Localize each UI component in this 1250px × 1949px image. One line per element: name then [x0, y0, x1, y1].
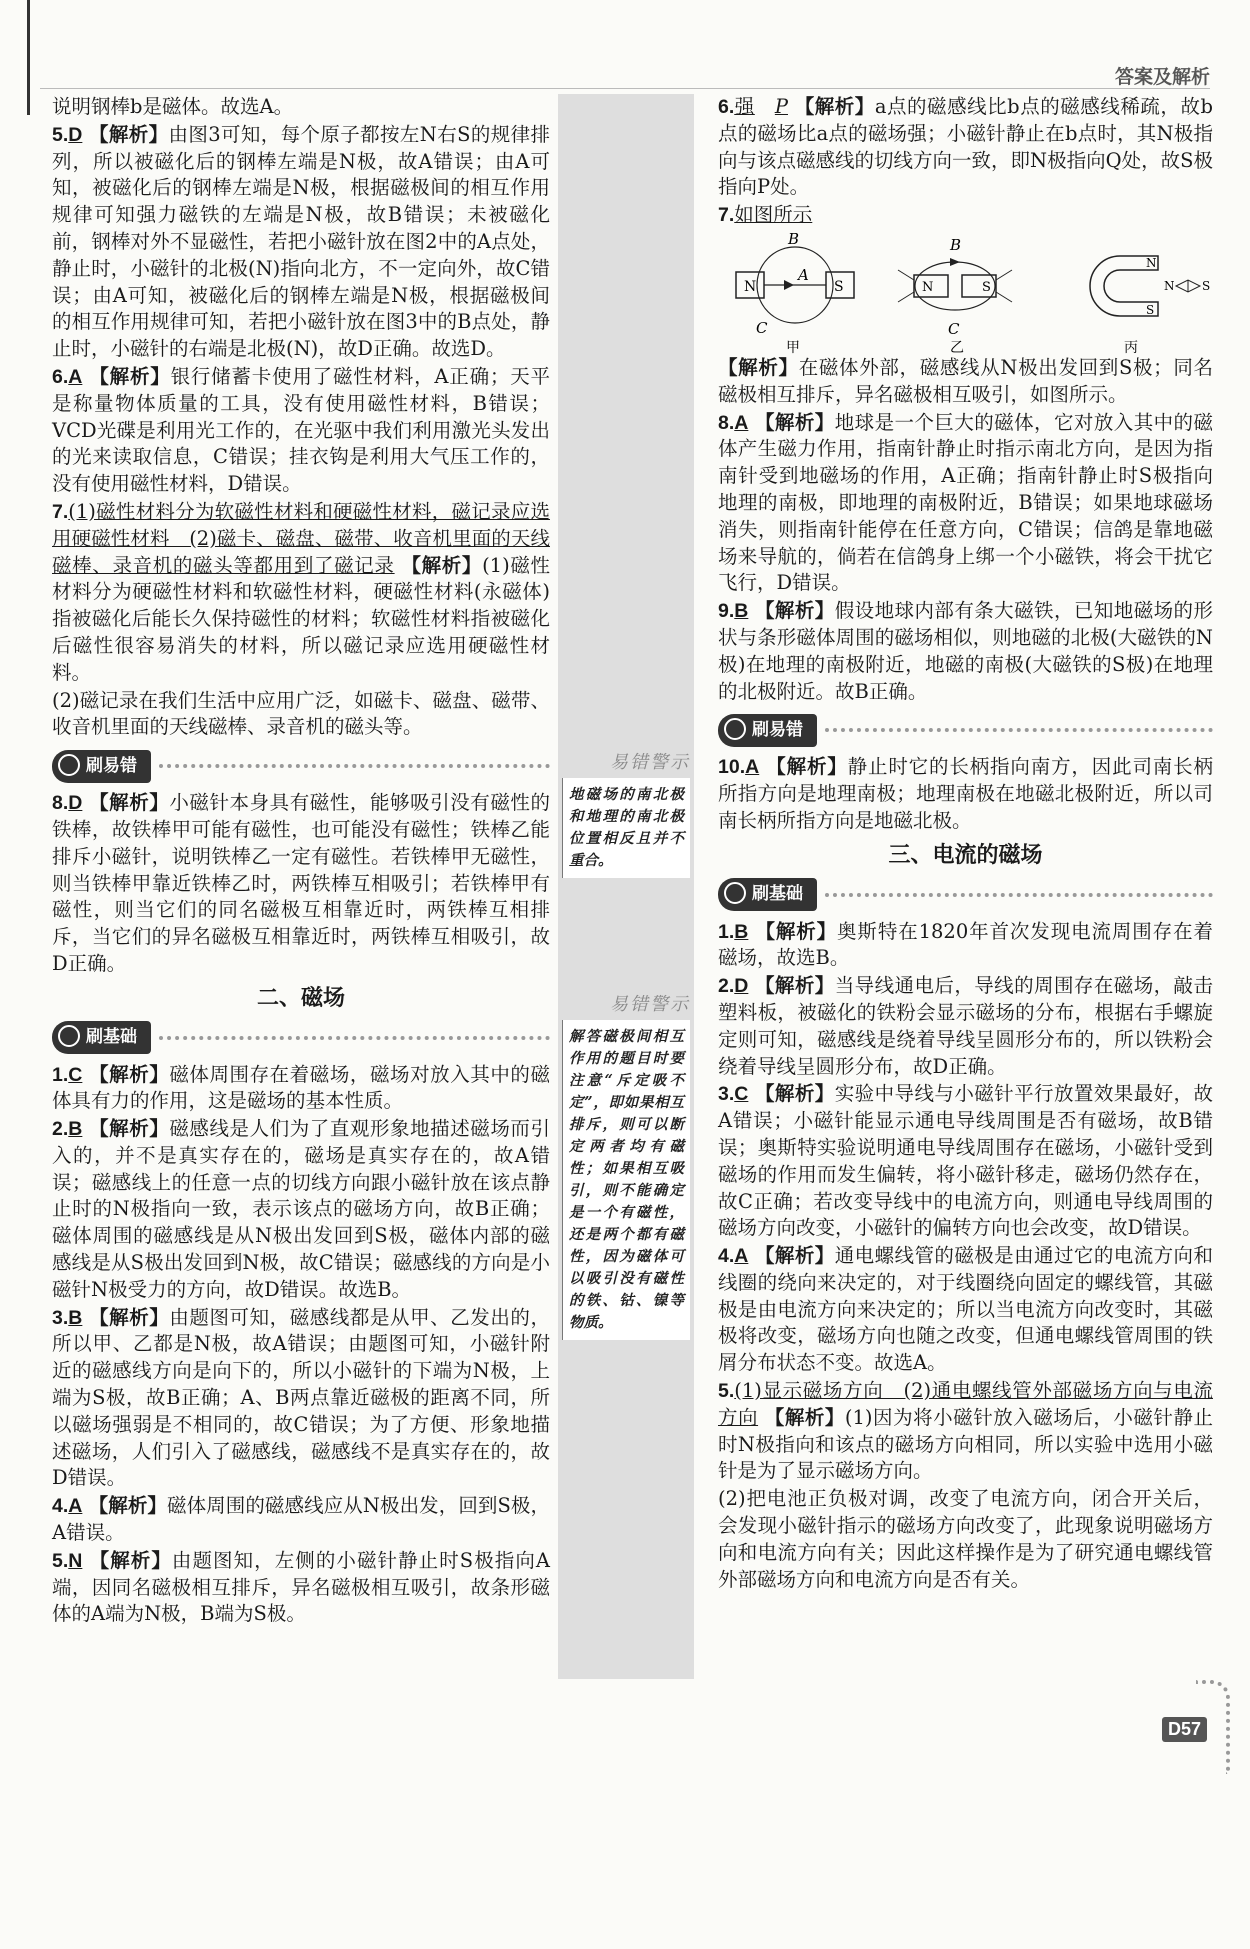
answer-item: 5.(1)显示磁场方向 (2)通电螺线管外部磁场方向与电流方向 【解析】(1)因为将小磁针放入磁场后，小磁针静止时N极指向和该点的磁场方向相同，所以实验中选用小磁针是为了显示磁场方向。	[718, 1379, 1213, 1483]
right-column	[718, 94, 1213, 1594]
section-banner: 刷易错	[52, 750, 550, 782]
answer-item: 8.D 【解析】小磁针本身具有磁性，能够吸引没有磁性的铁棒，故铁棒甲可能有磁性，也可能没有磁性；铁棒乙能排斥小磁针，说明铁棒乙一定有磁性。若铁棒甲无磁性，则当铁棒甲靠近铁棒乙时，两铁棒互相吸引；若铁棒甲有磁性，则当它们的同名磁极互相靠近时，两铁棒互相排斥，当它们的异名磁极互相靠近时，两铁棒互相吸引，故D正确。	[52, 791, 550, 975]
section-banner: 刷基础	[718, 879, 1213, 911]
warning-title: 易错警示	[610, 752, 690, 773]
answer-item: 7.如图所示	[718, 203, 813, 227]
point-label: C	[756, 318, 768, 337]
answer-item-continued: 【解析】在磁体外部，磁感线从N极出发回到S极；同名磁极相互排斥，异名磁极相互吸引，如图所示。	[718, 355, 1213, 406]
answer-item: 1.C 【解析】磁体周围存在着磁场，磁场对放入其中的磁体具有力的作用，这是磁场的基本性质。	[52, 1062, 550, 1113]
page-number: D57	[1162, 1717, 1207, 1742]
answer-item: 4.A 【解析】通电螺线管的磁极是由通过它的电流方向和线圈的绕向来决定的，对于线圈绕向固定的螺线管，其磁极是由电流方向来决定的；所以当电流方向改变时，其磁极将改变，磁场方向也随之改变，但通电螺线管周围的铁屑分布状态不变。故选A。	[718, 1244, 1213, 1375]
warning-text: 地磁场的南北极和地理的南北极位置相反且并不重合。	[562, 778, 690, 878]
answer-item: 6.A 【解析】银行储蓄卡使用了磁性材料，A正确；天平是称量物体质量的工具，没有使用磁性材料，B错误；VCD光碟是利用光工作的，在光驱中我们利用激光头发出的光来读取信息，C错误；挂衣钩是利用大气压工作的，没有使用磁性材料，D错误。	[52, 364, 550, 496]
figure-jia	[736, 230, 854, 355]
answer-item: 2.B 【解析】磁感线是人们为了直观形象地描述磁场而引入的，并不是真实存在的，磁场是真实存在的，故A错误；磁感线上的任意一点的切线方向跟小磁针放在该点静止时的N极指向一致，表示该点的磁场方向，故B正确；磁体周围的磁感线是从N极出发回到S极，磁体内部的磁感线是从S极出发回到N极，故C错误；磁感线的方向是小磁针N极受力的方向，故D错误。故选B。	[52, 1117, 550, 1301]
point-label: B	[950, 235, 962, 254]
pole-label: N	[744, 278, 757, 295]
margin-sidebar	[558, 94, 694, 1679]
answer-item-continued: (2)把电池正负极对调，改变了电流方向，闭合开关后，会发现小磁针指示的磁场方向改变了，此现象说明磁场方向和电流方向有关；因此这样操作是为了研究通电螺线管外部磁场方向和电流方向是否有关。	[718, 1487, 1213, 1591]
section-title: 二、磁场	[256, 985, 345, 1011]
answer-item: 9.B 【解析】假设地球内部有条大磁铁，已知地磁场的形状与条形磁体周围的磁场相似，则地磁的北极(大磁铁的N极)在地理的南极附近，地磁的南极(大磁铁的S极)在地理的北极附近。故B正确。	[718, 599, 1213, 703]
warning-note-2	[562, 990, 690, 1340]
answer-item: 5.N 【解析】由题图知，左侧的小磁针静止时S极指向A端，因同名磁极相互排斥，异名磁极相互吸引，故条形磁体的A端为N极，B端为S极。	[52, 1548, 550, 1626]
warning-note-1	[562, 748, 690, 878]
intro-line: 说明钢棒b是磁体。故选A。	[52, 95, 294, 118]
brush-icon	[58, 1025, 80, 1047]
point-label: A	[798, 265, 809, 284]
figure-yi	[898, 236, 1012, 355]
pole-label: S	[834, 278, 844, 295]
warning-text: 解答磁极间相互作用的题目时要注意“斥定吸不定”，即如果相互排斥，则可以断定两者均有磁性；如果相互吸引，则不能确定是一个有磁性，还是两个都有磁性，因为磁体可以吸引没有磁性的铁、钴、镍等物质。	[562, 1020, 690, 1340]
answer-item: 8.A 【解析】地球是一个巨大的磁体，它对放入其中的磁体产生磁力作用，指南针静止时指示南北方向，是因为指南针受到地磁场的作用，A正确；指南针静止时S极指向地理的南极，即地理的南极附近，B错误；如果地球磁场消失，则指南针能停在任意方向，C错误；信鸽是靠地磁场来导航的，倘若在信鸽身上绑一个小磁铁，将会干扰它飞行，D错误。	[718, 410, 1213, 595]
section-title: 三、电流的磁场	[888, 842, 1043, 868]
figure-caption: 乙	[950, 339, 964, 355]
pole-label: S	[982, 279, 991, 295]
pole-label: N	[922, 279, 934, 295]
point-label: C	[948, 319, 960, 338]
answer-item: 5.D 【解析】由图3可知，每个原子都按左N右S的规律排列，所以被磁化后的钢棒左端是N极，故A错误；由A可知，被磁化后的钢棒左端是N极，根据磁极间的相互作用规律可知强力磁铁的左端是N极，故B错误；未被磁化前，钢棒对外不显磁性，若把小磁针放在图2中的A点处，静止时，小磁针的北极(N)指向北方，不一定向外，故C错误；由A可知，被磁化后的钢棒左端是N极，根据磁极间的相互作用规律可知，若把小磁针放在图3中的B点处，静止时，小磁针的右端是北极(N)，故D正确。故选D。	[52, 122, 550, 361]
pole-label: S	[1146, 302, 1155, 317]
left-column	[52, 94, 550, 1629]
magnet-field-figure	[718, 230, 1213, 355]
answer-item: 1.B 【解析】奥斯特在1820年首次发现电流周围存在着磁场，故选B。	[718, 919, 1213, 970]
point-label: B	[788, 229, 800, 248]
answer-item: 6.强 P 【解析】a点的磁感线比b点的磁感线稀疏，故b点的磁场比a点的磁场强；小磁针静止在b点时，其N极指向与该点磁感线的切线方向一致，即N极指向Q处，故S极指向P处。	[718, 95, 1213, 199]
brush-icon	[724, 718, 746, 740]
answer-item: 3.B 【解析】由题图可知，磁感线都是从甲、乙发出的，所以甲、乙都是N极，故A错误；由题图可知，小磁针附近的磁感线方向是向下的，所以小磁针的下端为N极，上端为S极，故B正确；A、B两点靠近磁极的距离不同，所以磁场强弱是不相同的，故C错误；为了方便、形象地描述磁场，人们引入了磁感线，磁感线不是真实存在的，故D错误。	[52, 1305, 550, 1490]
figure-caption: 甲	[786, 339, 800, 355]
pole-label: S	[1202, 278, 1211, 293]
page-header: 答案及解析	[1114, 66, 1210, 88]
figure-bing	[1090, 256, 1210, 355]
binding-line	[27, 0, 30, 115]
answer-item: 7.(1)磁性材料分为软磁性材料和硬磁性材料，磁记录应选用硬磁性材料 (2)磁卡、磁盘、磁带、收音机里面的天线磁棒、录音机的磁头等都用到了磁记录 【解析】(1)磁性材料分为硬磁性材料和软磁性材料，硬磁性材料(永磁体)指被磁化后能长久保持磁性的材料；软磁性材料指被磁化后磁性很容易消失的材料，所以磁记录应选用硬磁性材料。	[52, 499, 550, 684]
figure-caption: 丙	[1124, 339, 1138, 355]
brush-icon	[724, 882, 746, 904]
answer-item: 3.C 【解析】实验中导线与小磁针平行放置效果最好，故A错误；小磁针能显示通电导线周围是否有磁场，故B错误；奥斯特实验说明通电导线周围存在磁场，小磁针受到磁场的作用而发生偏转，将小磁针移走，磁场仍然存在，故C正确；若改变导线中的电流方向，则通电导线周围的磁场方向改变，小磁针的偏转方向也会改变，故D错误。	[718, 1082, 1213, 1240]
answer-item: 10.A 【解析】静止时它的长柄指向南方，因此司南长柄所指方向是地理南极；地理南极在地磁北极附近，所以司南长柄所指方向是地磁北极。	[718, 755, 1213, 832]
pole-label: N	[1164, 278, 1175, 293]
answer-item-continued: (2)磁记录在我们生活中应用广泛，如磁卡、磁盘、磁带、收音机里面的天线磁棒、录音机的磁头等。	[52, 688, 550, 739]
section-banner: 刷基础	[52, 1022, 550, 1054]
answer-item: 4.A 【解析】磁体周围的磁感线应从N极出发，回到S极，A错误。	[52, 1494, 551, 1545]
answer-item: 2.D 【解析】当导线通电后，导线的周围存在磁场，敲击塑料板，被磁化的铁粉会显示磁场的分布，根据右手螺旋定则可知，磁感线是绕着导线呈圆形分布的，所以铁粉会绕着导线呈圆形分布，故D正确。	[718, 974, 1213, 1078]
section-banner: 刷易错	[718, 714, 1213, 746]
pole-label: N	[1146, 255, 1157, 270]
header-rule	[40, 88, 1210, 89]
brush-icon	[58, 754, 80, 776]
warning-title: 易错警示	[610, 994, 690, 1015]
